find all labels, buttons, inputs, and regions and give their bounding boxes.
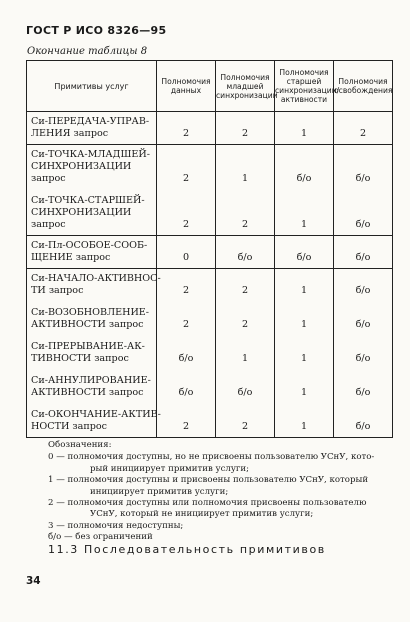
token-value-cell [157,145,216,236]
primitive-name-line: Си-ВОЗОБНОВЛЕНИЕ- [31,307,150,318]
primitive-name-line: Си-Пл-ОСОБОЕ-СООБ- [31,240,148,251]
primitive-name [31,375,156,399]
token-value: 1 [300,285,308,296]
table-row-group [27,269,393,438]
token-value: 2 [241,219,249,230]
primitive-name [31,273,161,297]
primitive-name-cell [27,145,157,236]
primitive-name-cell [27,269,161,438]
primitive-name-line: Си-ПЕРЕДАЧА-УПРАВ- [31,116,150,127]
token-value-cell [157,269,216,438]
primitive-name-line: Си-АННУЛИРОВАНИЕ- [31,375,151,386]
column-header-minor-sync-tokens: Полномочия младшей синхронизации [216,61,275,112]
token-value: 2 [241,421,249,432]
legend-entry: 2 — полномочия доступны или полномочия присвоены пользователю [48,498,367,509]
token-value-cell [334,269,393,438]
primitive-name-line: ЩЕНИЕ запрос [31,252,111,263]
token-value: б/о [355,421,371,432]
legend-entry: 3 — полномочия недоступны; [48,520,184,531]
legend-title: Обозначения: [48,440,112,450]
token-value-cell [216,269,275,438]
table-caption: Окончание таблицы 8 [27,46,148,57]
primitive-name [31,240,156,264]
primitive-name [31,341,156,365]
primitive-name-line: СИНХРОНИЗАЦИИ [31,207,132,218]
token-value: 2 [241,285,249,296]
legend-entry: 1 — полномочия доступны и присвоены пользователю УСнУ, который [48,475,369,486]
token-value-cell [334,112,393,145]
token-value: б/о [178,387,194,398]
primitive-name-line: запрос [31,219,66,230]
token-value-cell [334,236,393,269]
legend-entry: б/о — без ограничений [48,532,153,543]
token-value: 0 [182,252,190,263]
table-row-group [27,236,393,269]
legend-entry: 0 — полномочия доступны, но не присвоены пользователю УСнУ, кото- [48,452,375,463]
primitive-name [31,195,156,231]
legend-entry-continuation: инициирует примитив услуги; [90,486,229,497]
primitive-name [31,307,156,331]
legend-entry-continuation: рый инициирует примитив услуги; [90,463,250,474]
column-header-major-sync-tokens: Полномочия старшей синхронизации/активности [275,61,334,112]
legend-entry-continuation: УСнУ, который не инициирует примитив услуги; [90,509,314,520]
token-value: б/о [355,387,371,398]
token-value: 1 [300,319,308,330]
token-value-cell [157,112,216,145]
primitives-table [26,60,393,438]
primitive-name [31,409,161,433]
document-standard-header: ГОСТ Р ИСО 8326—95 [26,24,167,37]
token-value: б/о [237,252,253,263]
primitive-name-line: запрос [31,173,66,184]
token-value: 1 [300,353,308,364]
column-header-data-tokens: Полномочия данных [157,61,216,112]
legend-entries [48,452,394,543]
table-body [27,112,393,438]
token-value-cell [275,269,334,438]
token-value: б/о [237,387,253,398]
primitive-name-line: СИНХРОНИЗАЦИИ [31,161,132,172]
token-value-cell [216,145,275,236]
token-value: б/о [178,353,194,364]
token-value: 2 [182,319,190,330]
primitive-name-line: Си-ОКОНЧАНИЕ-АКТИВ- [31,409,161,420]
token-value-cell [157,236,216,269]
primitive-name-line: Си-ТОЧКА-СТАРШЕЙ- [31,195,145,206]
primitive-name-cell [27,112,157,145]
column-header-primitives: Примитивы услуг [27,61,157,112]
token-value: 1 [241,353,249,364]
token-value-cell [216,236,275,269]
token-value: 2 [241,319,249,330]
primitive-name-line: НОСТИ запрос [31,421,108,432]
token-value-cell [275,112,334,145]
token-value: б/о [296,252,312,263]
primitive-name-line: ЛЕНИЯ запрос [31,128,109,139]
page-number: 34 [26,575,41,587]
table-row-group [27,145,393,236]
table-header-row [27,61,393,112]
primitive-name-line: АКТИВНОСТИ запрос [31,319,144,330]
legend-block [48,440,394,544]
primitive-name-line: ТИВНОСТИ запрос [31,353,129,364]
token-value: 1 [300,128,308,139]
token-value: 1 [300,387,308,398]
token-value: б/о [296,173,312,184]
primitive-name [31,149,156,185]
token-value: 2 [241,128,249,139]
table-row-group [27,112,393,145]
column-header-release-tokens: Полномочия освобождения [334,61,393,112]
token-value: б/о [355,219,371,230]
token-value: 1 [300,219,308,230]
token-value: 1 [241,173,249,184]
token-value: 2 [359,128,367,139]
token-value-cell [334,145,393,236]
primitive-name-line: Си-НАЧАЛО-АКТИВНОС- [31,273,161,284]
token-value: 2 [182,421,190,432]
primitive-name-line: АКТИВНОСТИ запрос [31,387,144,398]
token-value: 2 [182,173,190,184]
primitive-name-line: ТИ запрос [31,285,84,296]
token-value: 2 [182,285,190,296]
token-value: 2 [182,219,190,230]
token-value: б/о [355,173,371,184]
primitive-name-cell [27,236,157,269]
token-value-cell [275,236,334,269]
primitive-name-line: Си-ТОЧКА-МЛАДШЕЙ- [31,149,151,160]
token-value-cell [216,112,275,145]
primitive-name [31,116,156,140]
primitive-name-line: Си-ПРЕРЫВАНИЕ-АК- [31,341,145,352]
token-value: 2 [182,128,190,139]
token-value: б/о [355,319,371,330]
token-value: б/о [355,285,371,296]
token-value: 1 [300,421,308,432]
token-value-cell [275,145,334,236]
section-heading: 11.3 Последовательность примитивов [48,543,326,556]
token-value: б/о [355,353,371,364]
token-value: б/о [355,252,371,263]
